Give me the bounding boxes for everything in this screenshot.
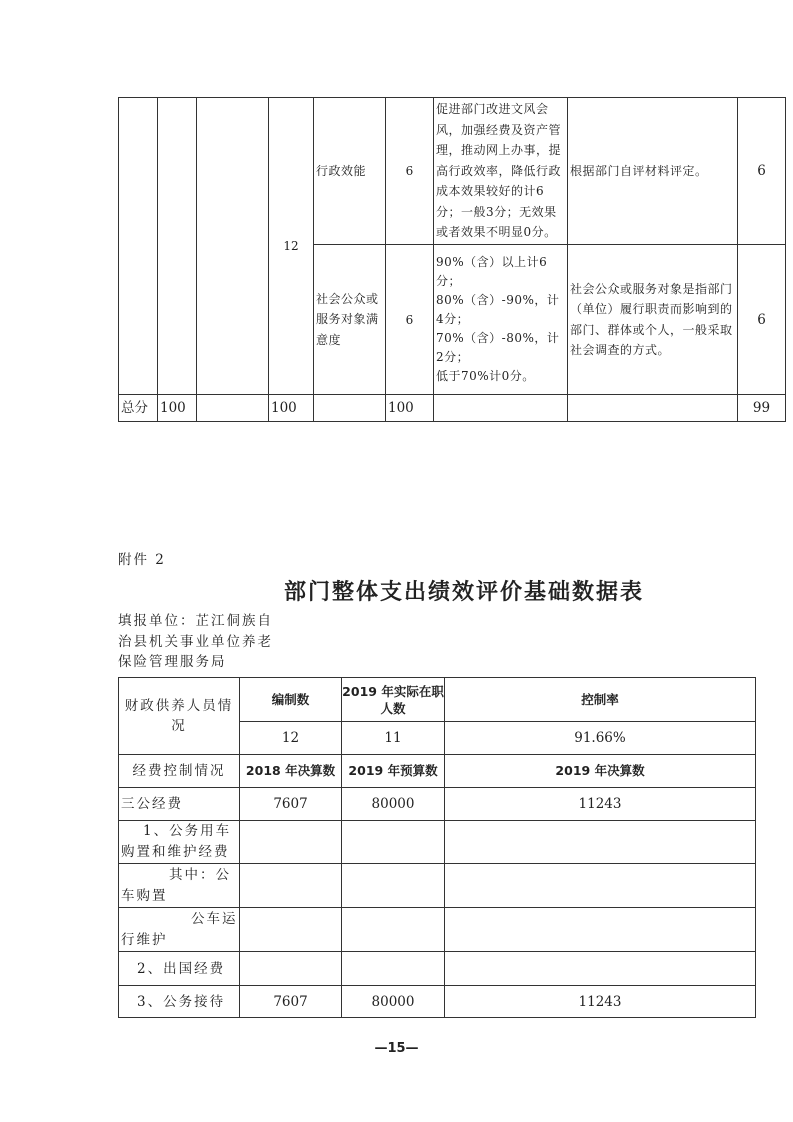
total-row [119, 395, 786, 422]
method-cell: 社会公众或服务对象是指部门（单位）履行职责而影响到的部门、群体或个人，一般采取社会调查的方式。 [568, 245, 738, 395]
total-cell: 100 [269, 395, 314, 422]
weight-cell: 6 [386, 245, 434, 395]
value-cell [342, 821, 445, 864]
staff-value: 12 [240, 722, 342, 755]
empty-cell [314, 395, 386, 422]
column-header: 2019 年实际在职人数 [342, 678, 445, 722]
table-row [119, 98, 786, 245]
criteria-line: 70%（含）-80%，计2分； [436, 331, 560, 364]
weight-cell: 6 [386, 98, 434, 245]
value-cell [342, 952, 445, 986]
value-cell: 11243 [445, 986, 756, 1018]
value-cell: 7607 [240, 788, 342, 821]
staff-label: 财政供养人员情况 [119, 678, 240, 755]
empty-cell [158, 98, 197, 395]
table-row [119, 821, 756, 864]
criteria-line: 80%（含）-90%，计4分； [436, 293, 560, 326]
basic-data-table [118, 677, 756, 1018]
value-cell: 11243 [445, 788, 756, 821]
value-cell [342, 908, 445, 952]
row-label: 2、出国经费 [119, 952, 240, 986]
empty-cell [197, 395, 269, 422]
annex-label: 附件 2 [118, 552, 166, 568]
value-cell [240, 821, 342, 864]
funds-label: 经费控制情况 [119, 755, 240, 788]
table-row [119, 952, 756, 986]
scoring-table [118, 97, 786, 422]
empty-cell [568, 395, 738, 422]
criteria-cell: 促进部门改进文风会风，加强经费及资产管理，推动网上办事，提高行政效率，降低行政成本效果较好的计6分；一般3分；无效果或者效果不明显0分。 [434, 98, 568, 245]
subtotal-cell: 12 [269, 98, 314, 395]
empty-cell [434, 395, 568, 422]
column-header: 2019 年决算数 [445, 755, 756, 788]
score-cell: 6 [738, 98, 786, 245]
reporting-unit: 填报单位：芷江侗族自治县机关事业单位养老保险管理服务局 [118, 613, 273, 670]
total-cell: 100 [386, 395, 434, 422]
row-label: 1、公务用车购置和维护经费 [119, 821, 240, 864]
table-row [119, 986, 756, 1018]
table-row [119, 788, 756, 821]
row-label: 公车运行维护 [119, 908, 240, 952]
value-cell: 80000 [342, 788, 445, 821]
indicator-cell: 社会公众或服务对象满意度 [314, 245, 386, 395]
value-cell [445, 908, 756, 952]
staff-value: 11 [342, 722, 445, 755]
total-score: 99 [738, 395, 786, 422]
table-row [119, 908, 756, 952]
row-label: 3、公务接待 [119, 986, 240, 1018]
total-label: 总分 [119, 395, 158, 422]
empty-cell [119, 98, 158, 395]
page-title: 部门整体支出绩效评价基础数据表 [283, 580, 644, 605]
value-cell [240, 864, 342, 908]
empty-cell [197, 98, 269, 395]
column-header: 2018 年决算数 [240, 755, 342, 788]
column-header: 编制数 [240, 678, 342, 722]
value-cell [445, 864, 756, 908]
column-header: 2019 年预算数 [342, 755, 445, 788]
column-header: 控制率 [445, 678, 756, 722]
criteria-line: 低于70%计0分。 [436, 369, 535, 383]
value-cell: 80000 [342, 986, 445, 1018]
score-cell: 6 [738, 245, 786, 395]
value-cell [445, 821, 756, 864]
indicator-cell: 行政效能 [314, 98, 386, 245]
staff-value: 91.66% [445, 722, 756, 755]
page-number: —15— [374, 1041, 419, 1056]
row-label: 三公经费 [119, 788, 240, 821]
value-cell [240, 908, 342, 952]
value-cell: 7607 [240, 986, 342, 1018]
table-row [119, 755, 756, 788]
criteria-cell [434, 245, 568, 395]
table-row [119, 864, 756, 908]
value-cell [445, 952, 756, 986]
method-cell: 根据部门自评材料评定。 [568, 98, 738, 245]
criteria-line: 90%（含）以上计6分； [436, 255, 548, 288]
value-cell [240, 952, 342, 986]
value-cell [342, 864, 445, 908]
row-label: 其中：公车购置 [119, 864, 240, 908]
table-row [119, 678, 756, 722]
total-cell: 100 [158, 395, 197, 422]
